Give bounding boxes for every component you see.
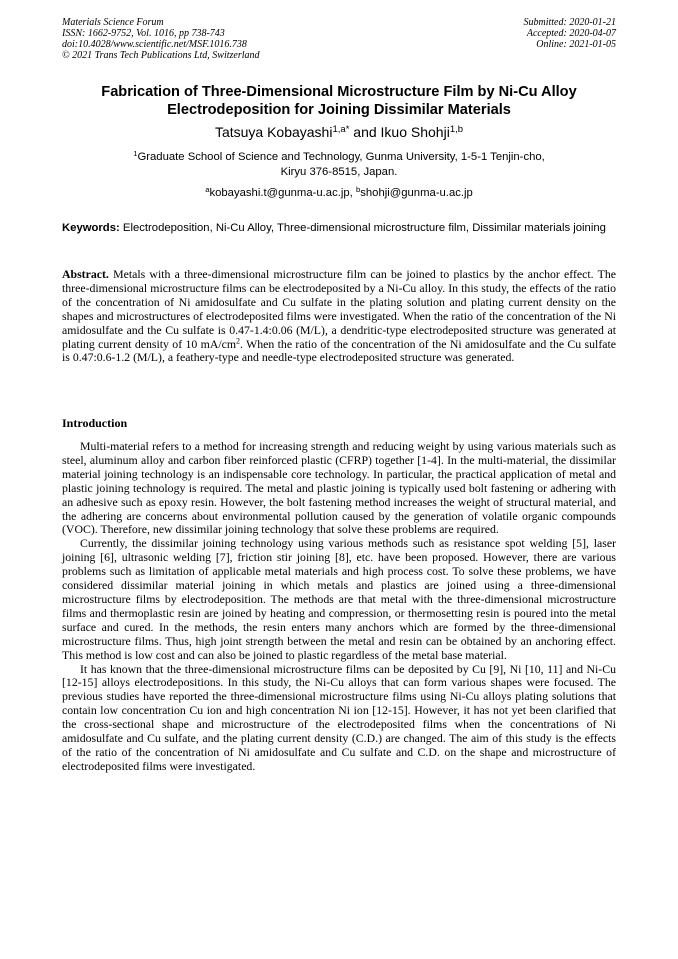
author-emails: [62, 186, 616, 200]
abstract: [62, 268, 616, 365]
affiliation-marker: 1: [133, 148, 138, 158]
author-2: Ikuo Shohji: [380, 124, 450, 140]
keywords: [62, 222, 616, 235]
keywords-text: Electrodeposition, Ni-Cu Alloy, Three-dimensional microstructure film, Dissimilar materials joining: [122, 222, 606, 234]
introduction-paragraph-1: Multi-material refers to a method for increasing strength and reducing weight by using various materials such as steel, aluminum alloy and carbon fiber reinforced plastic (CFRP) together [1-4]. In the multi-material, the dissimilar material joining technology is an indispensable core technology. In particular, the practical application of metal and plastic joining technology is required. The metal and plastic joining is typically used bolt fastening or adhering with an adhesive such as epoxy resin. However, the bolt fastening method increases the weight of structural material, and the adhering are concerns about environmental pollution caused by the generation of volatile organic compounds (VOC). Therefore, new dissimilar joining technology that solve these problems are required.: [62, 439, 616, 537]
introduction-paragraph-2: Currently, the dissimilar joining technology using various methods such as resistance spot welding [5], laser joining [6], ultrasonic welding [7], friction stir joining [8], etc. have been proposed. However, there are various problems such as limitation of applicable metal materials and high process cost. To solve these problems, we have considered dissimilar material joining in which metals and plastics are joined using a three-dimensional microstructure films by electrodeposition. The methods are that metal with the three-dimensional microstructure films and thermoplastic resin are joined by heating and compression, or thermosetting resin is poured into the metal surface and cured. In the methods, the resin enters many anchors which are formed by the three-dimensional microstructure films. Thus, high joint strength between the metal and resin can be obtained by an anchoring effect. This method is low cost and can also be joined to plastic regardless of the metal base material.: [62, 536, 616, 662]
submitted-date: Submitted: 2020-01-21: [523, 17, 616, 28]
affiliation: [62, 150, 616, 180]
introduction-heading: Introduction: [62, 416, 128, 430]
affiliation-line-2: Kiryu 376-8515, Japan.: [280, 166, 398, 178]
accepted-date: Accepted: 2020-04-07: [526, 28, 616, 39]
email-a: kobayashi.t@gunma-u.ac.jp,: [209, 187, 353, 199]
keywords-label: Keywords:: [62, 222, 120, 234]
author-2-affiliation-marker: 1,b: [449, 123, 464, 135]
doi-line: doi:10.4028/www.scientific.net/MSF.1016.738: [62, 39, 247, 50]
author-1: Tatsuya Kobayashi: [214, 124, 333, 140]
email-b: shohji@gunma-u.ac.jp: [360, 187, 473, 199]
abstract-unit-superscript: 2: [236, 336, 241, 346]
author-line: [62, 124, 616, 141]
journal-name: Materials Science Forum: [62, 17, 164, 28]
abstract-text-1: Metals with a three-dimensional microstructure film can be joined to plastics by the anchor effect. The three-dimensional microstructure films can be electrodeposited by a Ni-Cu alloy. In this study, the effects of the ratio of the concentration of Ni amidosulfate and Cu sulfate in the plating solution and plating current density on the shapes and microstructures of electrodeposited films were investigated. When the ratio of the concentration of the Ni amidosulfate and the Cu sulfate is 0.47-1.4:0.06 (M/L), a dendritic-type electrodeposited structure was generated at plating current density of 10 mA/cm: [62, 267, 616, 351]
submission-dates: [524, 17, 617, 50]
affiliation-line-1: Graduate School of Science and Technology, Gunma University, 1-5-1 Tenjin-cho,: [137, 151, 545, 163]
abstract-text-2: . When the ratio of the concentration of the Ni amidosulfate and the Cu sulfate is 0.47:0.6-1.2 (M/L), a feathery-type and needle-type electrodeposited structure was generated.: [62, 336, 616, 365]
email-b-marker: b: [355, 184, 361, 194]
introduction-body: [62, 440, 616, 774]
introduction-paragraph-3: It has known that the three-dimensional microstructure films can be deposited by Cu [9], Ni [10, 11] and Ni-Cu [12-15] alloys electrodepositions. In this study, the Ni-Cu alloys that can form various shapes were focused. The previous studies have reported the three-dimensional microstructure films using Ni-Cu alloys plating solutions that contain low concentration Cu ion and high concentration Ni ion [12-15]. However, it has not yet been clarified that the cross-sectional shape and microstructure of the electrodeposited films when the concentrations of Ni amidosulfate and Cu sulfate, and the plating current density (C.D.) are changed. The aim of this study is the effects of the ratio of the concentration of Ni amidosulfate and Cu sulfate and C.D. on the shape and microstructure of electrodeposited films were investigated.: [62, 661, 616, 773]
author-1-affiliation-marker: 1,a*: [332, 123, 350, 135]
issn-line: ISSN: 1662-9752, Vol. 1016, pp 738-743: [62, 28, 225, 39]
copyright-line: © 2021 Trans Tech Publications Ltd, Switzerland: [62, 50, 260, 61]
author-connector: and: [349, 124, 381, 140]
online-date: Online: 2021-01-05: [536, 39, 616, 50]
journal-info: [62, 17, 260, 61]
abstract-label: Abstract.: [62, 267, 109, 281]
email-a-marker: a: [205, 184, 210, 194]
paper-title: Fabrication of Three-Dimensional Microstructure Film by Ni-Cu Alloy Electrodeposition for Joining Dissimilar Materials: [101, 84, 577, 118]
